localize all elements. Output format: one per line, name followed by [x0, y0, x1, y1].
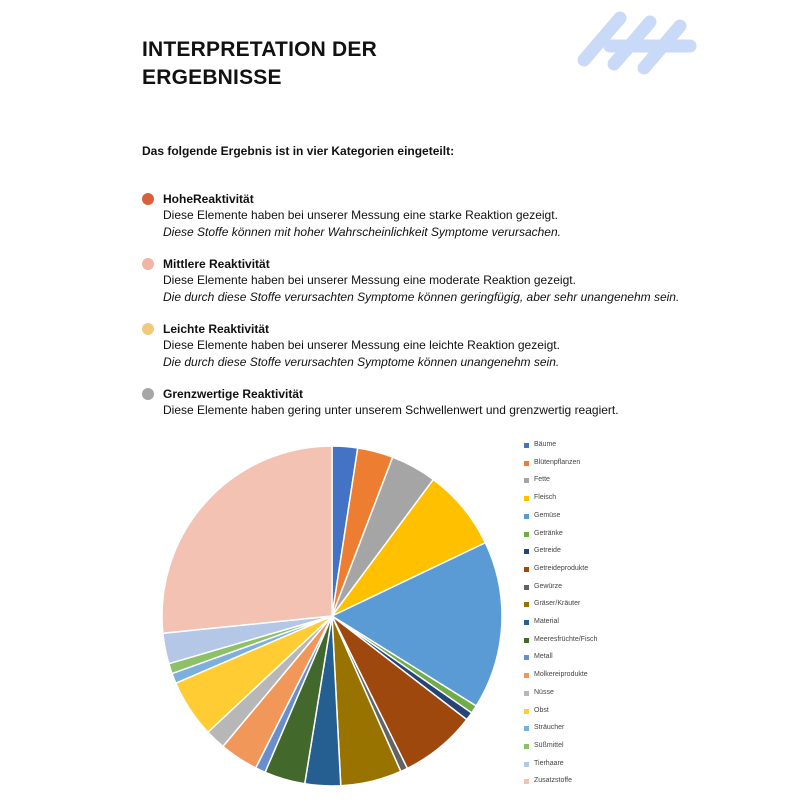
legend-swatch [524, 567, 529, 572]
legend-label: Getreideprodukte [534, 564, 589, 572]
legend-label: Gemüse [534, 511, 561, 519]
legend-swatch [524, 585, 529, 590]
category-borderline-desc: Diese Elemente haben gering unter unserem Schwellenwert und grenzwertig reagiert. [163, 403, 619, 417]
legend-label: Getränke [534, 529, 563, 537]
legend-label: Sträucher [534, 724, 565, 732]
category-medium-note: Die durch diese Stoffe verursachten Symptome können geringfügig, aber sehr unangenehm sein. [163, 290, 680, 304]
legend-label: Metall [534, 653, 553, 661]
legend-label: Blütenpflanzen [534, 458, 581, 466]
page-title [142, 36, 502, 92]
category-medium-name: Mittlere Reaktivität [163, 257, 270, 271]
legend-label: Fleisch [534, 494, 557, 502]
legend-swatch [524, 478, 529, 483]
legend-label: Gewürze [534, 582, 563, 590]
category-high-desc: Diese Elemente haben bei unserer Messung eine starke Reaktion gezeigt. [163, 208, 558, 222]
logo-brush-icon [570, 6, 700, 76]
legend-swatch [524, 744, 529, 749]
light-reactivity-dot-icon [142, 323, 154, 335]
legend-label: Tierhaare [534, 759, 564, 767]
legend-swatch [524, 602, 529, 607]
legend-swatch [524, 691, 529, 696]
category-medium-desc: Diese Elemente haben bei unserer Messung eine moderate Reaktion gezeigt. [163, 273, 576, 287]
legend-label: Süßmittel [534, 741, 564, 749]
legend-swatch [524, 461, 529, 466]
legend-swatch [524, 496, 529, 501]
legend-label: Zusatzstoffe [534, 777, 573, 785]
category-high-name: HoheReaktivität [163, 192, 254, 206]
legend-label: Obst [534, 706, 549, 714]
legend-swatch [524, 532, 529, 537]
legend-swatch [524, 762, 529, 767]
medium-reactivity-dot-icon [142, 258, 154, 270]
legend-swatch [524, 443, 529, 448]
high-reactivity-dot-icon [142, 193, 154, 205]
page-title-line-1: INTERPRETATION DER [142, 38, 377, 61]
page-title-line-2: ERGEBNISSE [142, 66, 282, 89]
legend-label: Gräser/Kräuter [534, 600, 581, 608]
category-high-note: Diese Stoffe können mit hoher Wahrscheinlichkeit Symptome verursachen. [163, 225, 561, 239]
category-borderline-name: Grenzwertige Reaktivität [163, 387, 304, 401]
legend-label: Meeresfrüchte/Fisch [534, 635, 598, 643]
intro-text: Das folgende Ergebnis ist in vier Kategorien eingeteilt: [142, 144, 455, 158]
legend-label: Getreide [534, 547, 561, 555]
legend-swatch [524, 673, 529, 678]
pie-slice-20 [162, 446, 332, 633]
legend-label: Molkereiprodukte [534, 671, 588, 679]
borderline-reactivity-dot-icon [142, 388, 154, 400]
legend-swatch [524, 779, 529, 784]
category-light-desc: Diese Elemente haben bei unserer Messung eine leichte Reaktion gezeigt. [163, 338, 560, 352]
legend-label: Material [534, 618, 559, 625]
legend-swatch [524, 638, 529, 643]
pie-chart [160, 444, 504, 788]
legend-label: Nüsse [534, 688, 554, 696]
legend-swatch [524, 655, 529, 660]
legend-swatch [524, 514, 529, 519]
legend-swatch [524, 726, 529, 731]
legend-label: Bäume [534, 441, 557, 448]
category-light-name: Leichte Reaktivität [163, 322, 270, 336]
legend-swatch [524, 620, 529, 625]
legend-label: Fette [534, 476, 550, 484]
legend-swatch [524, 709, 529, 714]
category-light-note: Die durch diese Stoffe verursachten Symptome können unangenehm sein. [163, 355, 560, 369]
legend-swatch [524, 549, 529, 554]
